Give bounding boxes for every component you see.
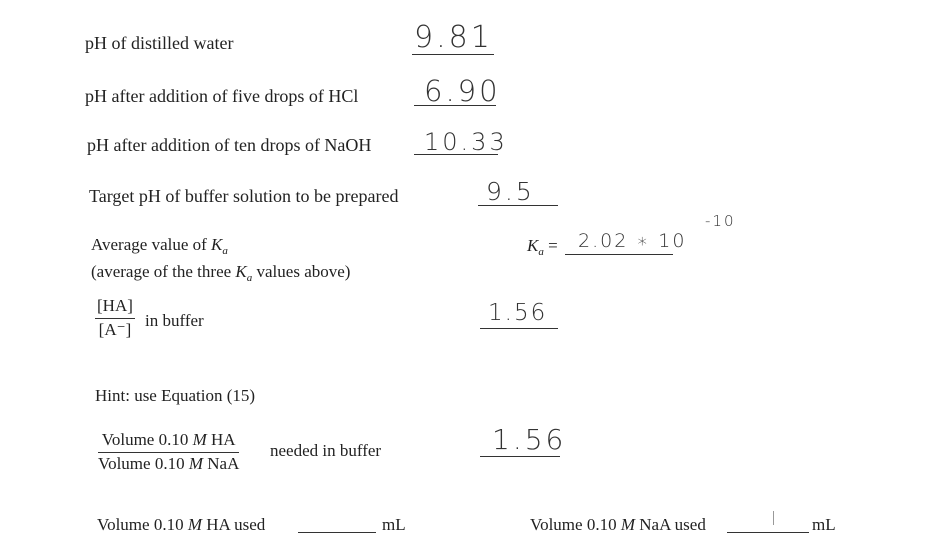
target-line bbox=[478, 205, 558, 206]
ratio-line bbox=[480, 328, 558, 329]
ka-equation-label: $K_a$ = bbox=[527, 236, 558, 258]
ha-a-fraction bbox=[95, 296, 135, 340]
volume-ratio-fraction bbox=[98, 430, 239, 474]
volume-ha-unit: mL bbox=[382, 515, 406, 534]
hint-text: Hint: use Equation (15) bbox=[95, 386, 256, 405]
volume-ha-used-label: Volume 0.10 M HA used bbox=[97, 515, 266, 534]
hcl-value: 6.90 bbox=[424, 74, 501, 108]
volume-ha-blank bbox=[298, 532, 376, 533]
ratio-value: 1.56 bbox=[488, 300, 548, 326]
ka-label-line2: (average of the three $K_a$ values above) bbox=[91, 262, 351, 284]
ha-numerator: [HA] bbox=[95, 296, 135, 319]
volume-naa-used-label: Volume 0.10 M NaA used bbox=[530, 515, 706, 534]
a-denominator: [A⁻] bbox=[98, 320, 132, 339]
naoh-value: 10.33 bbox=[424, 128, 508, 156]
ka-line bbox=[565, 254, 673, 255]
volume-naa-pen-mark bbox=[773, 511, 774, 525]
hcl-line bbox=[414, 105, 496, 106]
hcl-label: pH after addition of five drops of HCl bbox=[85, 86, 359, 106]
volume-naa-blank bbox=[727, 532, 809, 533]
ka-exponent: -10 bbox=[705, 212, 736, 230]
volume-ratio-line bbox=[480, 456, 560, 457]
volume-naa-denominator: Volume 0.10 M NaA bbox=[98, 454, 240, 473]
target-value: 9.5 bbox=[486, 177, 535, 206]
volume-ratio-suffix: needed in buffer bbox=[270, 441, 382, 460]
volume-ratio-value: 1.56 bbox=[492, 423, 567, 456]
distilled-water-value: 9.81 bbox=[414, 20, 493, 55]
volume-ha-numerator: Volume 0.10 M HA bbox=[98, 430, 239, 453]
volume-naa-unit: mL bbox=[812, 515, 836, 534]
naoh-line bbox=[414, 154, 498, 155]
ka-label-line1: Average value of $K_a$ bbox=[91, 235, 228, 257]
distilled-water-label: pH of distilled water bbox=[85, 33, 234, 53]
naoh-label: pH after addition of ten drops of NaOH bbox=[87, 135, 372, 155]
ratio-suffix: in buffer bbox=[145, 311, 204, 330]
ka-value: 2.02 ∗ 10 bbox=[578, 230, 687, 252]
target-label: Target pH of buffer solution to be prepared bbox=[89, 186, 399, 206]
distilled-water-line bbox=[412, 54, 494, 55]
